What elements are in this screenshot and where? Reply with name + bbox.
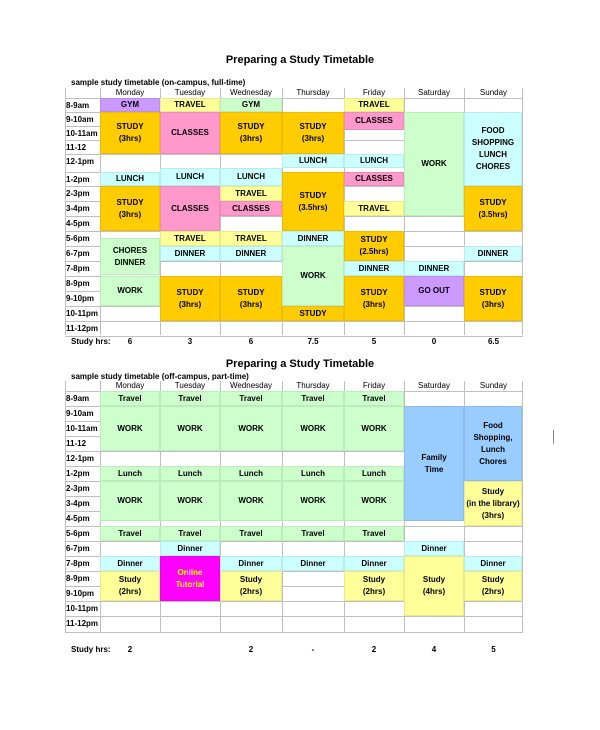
hours-thursday: - [311, 645, 315, 654]
cell-fri-work: WORK [344, 481, 404, 521]
cell-thu-study: STUDY [282, 306, 344, 321]
cell-wed-travel: TRAVEL [220, 186, 282, 201]
cell-sun-food: Food Shopping, Lunch Chores [464, 406, 522, 481]
day-header-monday: Monday [115, 88, 145, 97]
cell-mon-dinner: Dinner [100, 556, 160, 571]
hours-friday: 2 [371, 645, 377, 654]
time-label: 11-12pm [66, 619, 99, 628]
hours-sunday: 5 [491, 645, 496, 654]
time-label: 11-12pm [66, 324, 99, 333]
cell-fri-study: STUDY (3hrs) [344, 276, 404, 321]
time-label: 10-11am [66, 424, 98, 433]
cell-thu-work: WORK [282, 406, 344, 451]
time-label: 12-1pm [66, 454, 95, 463]
cell-mon-work: WORK [100, 481, 160, 521]
cell-wed-lunch: LUNCH [220, 168, 282, 186]
time-label: 8-9pm [66, 574, 90, 583]
cell-sun-study: Study (2hrs) [464, 571, 522, 601]
time-label: 11-12 [66, 439, 87, 448]
time-label: 4-5pm [66, 219, 90, 228]
table1-title: Preparing a Study Timetable [225, 54, 375, 66]
cell-mon-study: Study (2hrs) [100, 571, 160, 601]
cell-tue-dinner: DINNER [160, 246, 220, 261]
cell-fri-lunch: LUNCH [344, 154, 404, 168]
cell-wed-work: WORK [220, 481, 282, 521]
cell-fri-lunch: Lunch [344, 466, 404, 481]
table2-subtitle: sample study timetable (off-campus, part-time) [71, 372, 249, 381]
cell-mon-gym: GYM [100, 98, 160, 112]
hours-saturday: 0 [431, 337, 437, 346]
time-label: 9-10am [66, 409, 94, 418]
cell-fri-travel: Travel [344, 391, 404, 406]
cell-thu-travel: Travel [282, 526, 344, 541]
time-label: 12-1pm [66, 157, 95, 166]
cell-mon-lunch: Lunch [100, 466, 160, 481]
day-header-sunday: Sunday [479, 88, 508, 97]
cell-mon-work: WORK [100, 406, 160, 451]
cell-fri-study: STUDY (2.5hrs) [344, 231, 404, 261]
time-label: 6-7pm [66, 544, 90, 553]
table2-title: Preparing a Study Timetable [225, 358, 375, 370]
time-label: 5-6pm [66, 529, 90, 538]
cell-sat-family: Family Time [404, 406, 464, 521]
cell-thu-study: STUDY (3hrs) [282, 112, 344, 154]
hours-wednesday: 2 [248, 645, 254, 654]
hours-saturday: 4 [431, 645, 437, 654]
cell-sat-goout: GO OUT [404, 276, 464, 306]
time-label: 9-10pm [66, 294, 95, 303]
time-label: 1-2pm [66, 469, 90, 478]
hours-monday: 2 [127, 645, 133, 654]
time-label: 2-3pm [66, 484, 90, 493]
cell-fri-work: WORK [344, 406, 404, 451]
cell-fri-study: Study (2hrs) [344, 571, 404, 601]
cell-sun-dinner: Dinner [464, 556, 522, 571]
cell-wed-travel: Travel [220, 391, 282, 406]
cell-tue-work: WORK [160, 406, 220, 451]
hours-monday: 6 [127, 337, 133, 346]
cell-wed-travel: TRAVEL [220, 231, 282, 246]
cell-tue-work: WORK [160, 481, 220, 521]
table1-hours-label: Study hrs: [71, 337, 111, 346]
cell-thu-study: STUDY (3.5hrs) [282, 172, 344, 231]
cell-wed-dinner: Dinner [220, 556, 282, 571]
cell-tue-travel: Travel [160, 526, 220, 541]
cell-thu-lunch: Lunch [282, 466, 344, 481]
cell-sat-dinner: DINNER [404, 261, 464, 276]
time-label: 7-8pm [66, 264, 90, 273]
day-header-thursday: Thursday [296, 381, 330, 390]
table2-hours-label: Study hrs: [71, 645, 111, 654]
time-label: 7-8pm [66, 559, 90, 568]
hours-wednesday: 6 [248, 337, 254, 346]
cell-wed-dinner: DINNER [220, 246, 282, 261]
time-label: 3-4pm [66, 499, 90, 508]
cell-thu-dinner: Dinner [282, 556, 344, 571]
time-label: 10-11pm [66, 604, 99, 613]
time-label: 11-12 [66, 143, 87, 152]
cell-tue-classes: CLASSES [160, 186, 220, 231]
cell-fri-dinner: Dinner [344, 556, 404, 571]
time-label: 10-11am [66, 129, 98, 138]
day-header-saturday: Saturday [417, 88, 451, 97]
cell-fri-dinner: DINNER [344, 261, 404, 276]
day-header-friday: Friday [362, 381, 386, 390]
cell-mon-lunch: LUNCH [100, 172, 160, 186]
time-label: 4-5pm [66, 514, 90, 523]
day-header-friday: Friday [362, 88, 386, 97]
day-header-monday: Monday [115, 381, 145, 390]
time-label: 1-2pm [66, 175, 90, 184]
day-header-sunday: Sunday [479, 381, 508, 390]
cell-tue-lunch: LUNCH [160, 168, 220, 186]
time-label: 2-3pm [66, 189, 90, 198]
cell-tue-study: STUDY (3hrs) [160, 276, 220, 321]
cell-mon-travel: Travel [100, 391, 160, 406]
day-header-wednesday: Wednesday [229, 381, 273, 390]
time-label: 6-7pm [66, 249, 90, 258]
cell-sun-study: STUDY (3hrs) [464, 276, 522, 321]
cell-sun-dinner: DINNER [464, 246, 522, 261]
cell-fri-classes: CLASSES [344, 172, 404, 186]
cell-tue-dinner: Dinner [160, 541, 220, 556]
time-label: 9-10pm [66, 589, 95, 598]
day-header-tuesday: Tuesday [174, 381, 206, 390]
cell-mon-chores: CHORES DINNER [100, 238, 160, 275]
cell-thu-travel: Travel [282, 391, 344, 406]
cell-mon-travel: Travel [100, 526, 160, 541]
cell-wed-study: STUDY (3hrs) [220, 112, 282, 154]
time-label: 9-10am [66, 115, 94, 124]
cell-wed-lunch: Lunch [220, 466, 282, 481]
cell-tue-travel: TRAVEL [160, 231, 220, 246]
day-header-saturday: Saturday [417, 381, 451, 390]
cell-sun-food: FOOD SHOPPING LUNCH CHORES [464, 112, 522, 186]
cell-thu-work: WORK [282, 246, 344, 306]
table1-subtitle: sample study timetable (on-campus, full-time) [71, 78, 246, 87]
hours-thursday: 7.5 [307, 337, 319, 346]
time-label: 8-9am [66, 394, 90, 403]
time-label: 8-9pm [66, 279, 90, 288]
day-header-tuesday: Tuesday [174, 88, 206, 97]
time-label: 3-4pm [66, 204, 90, 213]
cell-mon-work: WORK [100, 276, 160, 306]
cell-fri-travel: TRAVEL [344, 201, 404, 216]
cell-fri-travel: TRAVEL [344, 98, 404, 112]
time-label: 10-11pm [66, 309, 99, 318]
scroll-indicator[interactable] [553, 430, 554, 444]
cell-sat-dinner: Dinner [404, 541, 464, 556]
cell-wed-gym: GYM [220, 98, 282, 112]
time-label: 5-6pm [66, 234, 90, 243]
table1-grid [65, 88, 523, 335]
cell-sun-study: STUDY (3.5hrs) [464, 186, 522, 231]
day-header-thursday: Thursday [296, 88, 330, 97]
cell-thu-work: WORK [282, 481, 344, 521]
cell-sun-study: Study (in the library) (3hrs) [464, 481, 522, 526]
cell-wed-travel: Travel [220, 526, 282, 541]
cell-sat-study: Study (4hrs) [404, 556, 464, 616]
cell-wed-classes: CLASSES [220, 201, 282, 216]
cell-sat-work: WORK [404, 112, 464, 216]
cell-wed-study: STUDY (3hrs) [220, 276, 282, 321]
hours-friday: 5 [371, 337, 377, 346]
cell-fri-classes: CLASSES [344, 112, 404, 130]
cell-mon-study: STUDY (3hrs) [100, 186, 160, 231]
cell-wed-study: Study (2hrs) [220, 571, 282, 601]
cell-tue-classes: CLASSES [160, 112, 220, 154]
cell-tue-tutorial: Online Tutorial [160, 556, 220, 601]
cell-mon-study: STUDY (3hrs) [100, 112, 160, 154]
cell-thu-lunch: LUNCH [282, 154, 344, 168]
table2-grid [65, 381, 523, 641]
cell-tue-travel: TRAVEL [160, 98, 220, 112]
cell-thu-dinner: DINNER [282, 231, 344, 246]
day-header-wednesday: Wednesday [229, 88, 273, 97]
cell-fri-travel: Travel [344, 526, 404, 541]
cell-tue-travel: Travel [160, 391, 220, 406]
time-label: 8-9am [66, 101, 90, 110]
hours-sunday: 6.5 [487, 337, 500, 346]
cell-wed-work: WORK [220, 406, 282, 451]
hours-tuesday: 3 [187, 337, 193, 346]
cell-tue-lunch: Lunch [160, 466, 220, 481]
